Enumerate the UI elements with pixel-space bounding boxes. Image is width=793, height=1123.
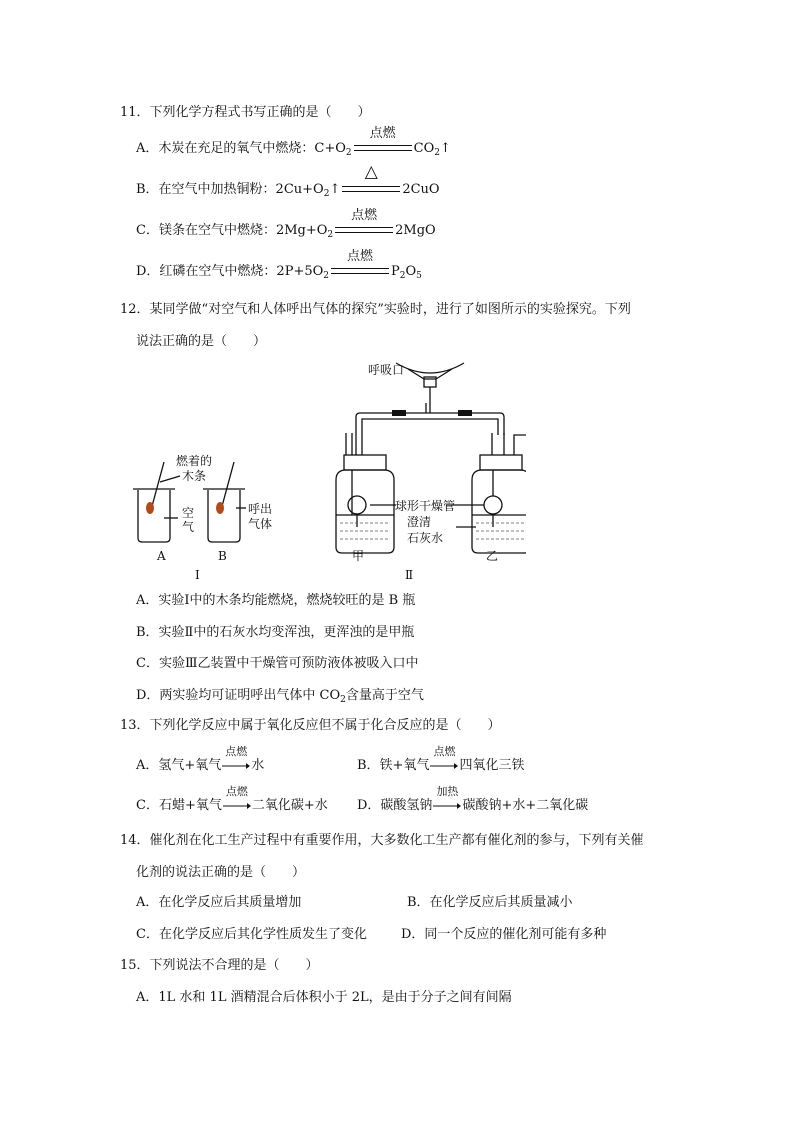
q11-b-condition <box>342 162 400 199</box>
q12-option-d <box>136 687 424 709</box>
q13-b-right: 四氧化三铁 <box>459 758 525 773</box>
q12-stem-line1: 12．某同学做“对空气和人体呼出气体的探究”实验时，进行了如图所示的实验探究。下列 <box>120 302 631 317</box>
label-exhaled-2: 气体 <box>248 517 273 531</box>
label-drying-tube: 球形干燥管 <box>395 499 456 513</box>
q13-a-cond: 点燃 <box>225 745 248 758</box>
q12-stem-line2: 说法正确的是（ ） <box>136 334 267 349</box>
q15-option-a: A．1L 水和 1L 酒精混合后体积小于 2L，是由于分子之间有间隔 <box>136 990 512 1005</box>
q11-b-cond-label: △ <box>364 162 378 182</box>
q11-c-cond-label: 点燃 <box>351 208 378 223</box>
q13-d-arrow <box>433 785 461 815</box>
q11-d-cond-label: 点燃 <box>346 249 373 264</box>
q11-c-product: 2MgO <box>395 223 436 238</box>
q14-option-a: A．在化学反应后其质量增加 <box>136 895 302 910</box>
q13-c-cond: 点燃 <box>225 785 248 798</box>
q12-d-prefix: D．两实验均可证明呼出气体中 CO <box>136 688 341 703</box>
label-figure-i: Ⅰ <box>195 568 200 582</box>
q13-stem: 13．下列化学反应中属于氧化反应但不属于化合反应的是（ ） <box>120 718 501 733</box>
q14-option-d: D．同一个反应的催化剂可能有多种 <box>401 927 607 942</box>
q11-d-condition <box>331 249 389 281</box>
label-limewater-2: 石灰水 <box>407 531 444 545</box>
q13-d-left: D．碳酸氢钠 <box>357 798 433 813</box>
q13-b-cond: 点燃 <box>433 745 456 758</box>
q11-stem: 11．下列化学方程式书写正确的是（ ） <box>120 105 371 120</box>
q13-option-a <box>136 745 265 775</box>
q14-option-c: C．在化学反应后其化学性质发生了变化 <box>136 927 367 942</box>
q12-d-sub: 2 <box>340 695 346 705</box>
q14-option-b: B．在化学反应后其质量减小 <box>407 895 573 910</box>
q13-b-arrow <box>430 745 458 775</box>
q15-stem: 15．下列说法不合理的是（ ） <box>120 958 319 973</box>
q11-b-gas-arrow: ↑ <box>329 182 341 197</box>
q13-c-right: 二氧化碳+水 <box>251 798 328 813</box>
q11-b-product: 2CuO <box>402 182 440 197</box>
q14-stem-line1: 14．催化剂在化工生产过程中有重要作用，大多数化工生产都有催化剂的参与，下列有关催 <box>120 833 644 848</box>
q11-c-condition <box>335 208 393 240</box>
q11-d-product-sub2: 5 <box>416 271 422 281</box>
label-air-2: 气 <box>182 520 195 534</box>
q12-option-b: B．实验Ⅱ中的石灰水均变浑浊，更浑浊的是甲瓶 <box>136 625 415 640</box>
label-air-1: 空 <box>182 506 195 520</box>
q11-d-sub: 2 <box>323 271 329 281</box>
q11-option-a <box>136 126 451 162</box>
label-bottle-a: A <box>157 549 166 563</box>
q14-stem-line2: 化剂的说法正确的是（ ） <box>136 865 306 880</box>
q11-d-prefix: D．红磷在空气中燃烧：2P+5O <box>136 264 324 279</box>
q11-a-gas-arrow: ↑ <box>439 141 451 156</box>
q11-option-c <box>136 208 436 244</box>
q11-option-b <box>136 162 440 203</box>
q11-a-product: CO <box>413 141 435 156</box>
q11-a-condition <box>354 126 412 158</box>
q11-c-sub: 2 <box>327 230 334 240</box>
q13-option-c <box>136 785 328 815</box>
q13-a-right: 水 <box>251 758 265 773</box>
q11-a-sub: 2 <box>345 148 352 158</box>
q13-a-arrow <box>222 745 250 775</box>
q13-option-b <box>357 745 525 775</box>
label-flask-jia: 甲 <box>352 549 365 563</box>
q13-option-d <box>357 785 589 815</box>
label-breath-port: 呼吸口 <box>368 363 405 377</box>
q11-d-product-sub1: 2 <box>399 271 406 281</box>
q13-c-arrow <box>223 785 251 815</box>
label-exhaled-1: 呼出 <box>248 502 273 516</box>
label-burning-stick-1: 燃着的 <box>176 454 213 468</box>
q11-d-product-p: P <box>391 264 400 279</box>
q11-b-sub: 2 <box>323 189 330 199</box>
q11-c-prefix: C．镁条在空气中燃烧：2Mg+O <box>136 223 328 238</box>
label-flask-yi: 乙 <box>486 549 499 563</box>
q11-a-cond-label: 点燃 <box>369 126 396 141</box>
q13-b-left: B．铁+氧气 <box>357 758 430 773</box>
label-limewater-1: 澄清 <box>407 515 432 529</box>
q11-d-product-o: O <box>405 264 417 279</box>
q13-d-cond: 加热 <box>436 785 459 798</box>
label-bottle-b: B <box>218 549 227 563</box>
label-figure-ii: Ⅱ <box>405 568 414 582</box>
q12-option-a: A．实验Ⅰ中的木条均能燃烧，燃烧较旺的是 B 瓶 <box>136 593 416 608</box>
q11-option-d <box>136 249 422 285</box>
q13-d-right: 碳酸钠+水+二氧化碳 <box>462 798 589 813</box>
label-burning-stick-2: 木条 <box>182 469 207 483</box>
q11-b-prefix: B．在空气中加热铜粉：2Cu+O <box>136 182 324 197</box>
q11-a-prefix: A．木炭在充足的氧气中燃烧：C+O <box>136 141 346 156</box>
q12-option-c: C．实验Ⅲ乙装置中干燥管可预防液体被吸入口中 <box>136 656 419 671</box>
q11-a-product-sub: 2 <box>434 148 440 158</box>
q13-c-left: C．石蜡+氧气 <box>136 798 222 813</box>
q13-a-left: A．氢气+氧气 <box>136 758 222 773</box>
q12-d-suffix: 含量高于空气 <box>345 688 424 703</box>
